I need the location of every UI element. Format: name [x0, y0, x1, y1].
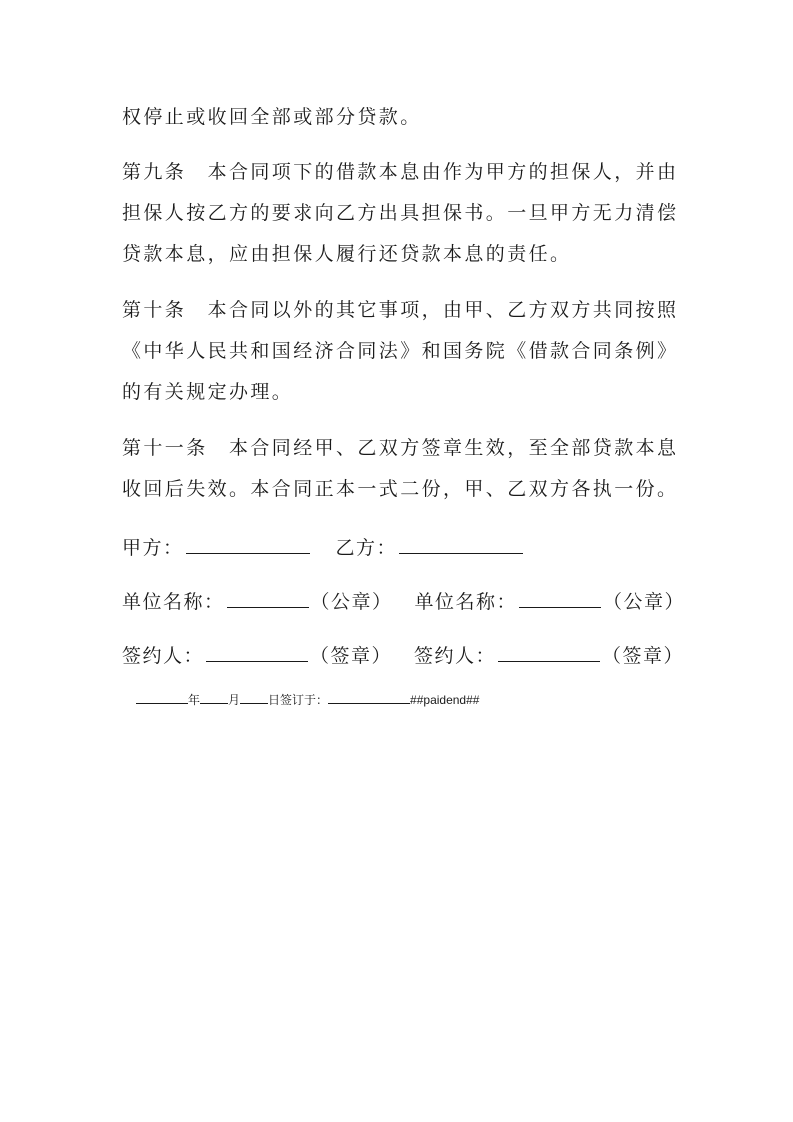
month-label: 月: [228, 693, 241, 707]
paragraph-line: 的有关规定办理。: [122, 381, 294, 403]
unit-name-row: [122, 587, 685, 617]
party-b-official-seal: （公章）: [603, 591, 686, 613]
year-label: 年: [188, 693, 201, 707]
party-b-sign-seal: （签章）: [602, 645, 685, 667]
party-b-signer-field[interactable]: [498, 643, 600, 662]
day-field[interactable]: [240, 691, 268, 704]
party-row: [122, 533, 525, 563]
party-a-unit-field[interactable]: [227, 589, 309, 608]
month-field[interactable]: [200, 691, 228, 704]
party-b-unit-label: 单位名称：: [414, 591, 518, 613]
party-b-unit-field[interactable]: [519, 589, 601, 608]
year-field[interactable]: [136, 691, 188, 704]
party-a-signer-field[interactable]: [206, 643, 308, 662]
party-a-signer-label: 签约人：: [122, 645, 205, 667]
article-9: [122, 152, 682, 275]
paragraph-line: 第九条 本合同项下的借款本息由作为甲方的担保人，并由: [122, 161, 679, 183]
signing-place-field[interactable]: [328, 691, 410, 704]
paragraph-line: 第十一条 本合同经甲、乙双方签章生效，至全部贷款本息: [122, 437, 679, 459]
signer-row: [122, 641, 684, 671]
paragraph-line: 担保人按乙方的要求向乙方出具担保书。一旦甲方无力清偿: [122, 202, 679, 224]
party-b-field[interactable]: [399, 535, 523, 554]
party-a-field[interactable]: [186, 535, 310, 554]
paragraph-line: 第十条 本合同以外的其它事项，由甲、乙方双方共同按照: [122, 299, 679, 321]
party-a-unit-label: 单位名称：: [122, 591, 225, 613]
party-a-sign-seal: （签章）: [310, 645, 393, 667]
party-b-label: 乙方：: [335, 537, 398, 559]
party-b-signer-label: 签约人：: [414, 645, 497, 667]
day-signed-at-label: 日签订于：: [268, 693, 329, 707]
paragraph-line: 《中华人民共和国经济合同法》和国务院《借款合同条例》: [122, 340, 679, 362]
paragraph-line: 贷款本息，应由担保人履行还贷款本息的责任。: [122, 243, 572, 265]
article-11: [122, 428, 682, 510]
article-10: [122, 290, 682, 413]
paragraph-line: 收回后失效。本合同正本一式二份，甲、乙双方各执一份。: [122, 478, 679, 500]
party-a-label: 甲方：: [122, 537, 184, 559]
paragraph-line: 权停止或收回全部或部分贷款。: [122, 106, 422, 128]
paragraph-continuation: [122, 97, 682, 138]
trailing-mark: ##paidend##: [410, 693, 480, 707]
party-a-official-seal: （公章）: [310, 591, 393, 613]
date-line: [136, 691, 479, 709]
